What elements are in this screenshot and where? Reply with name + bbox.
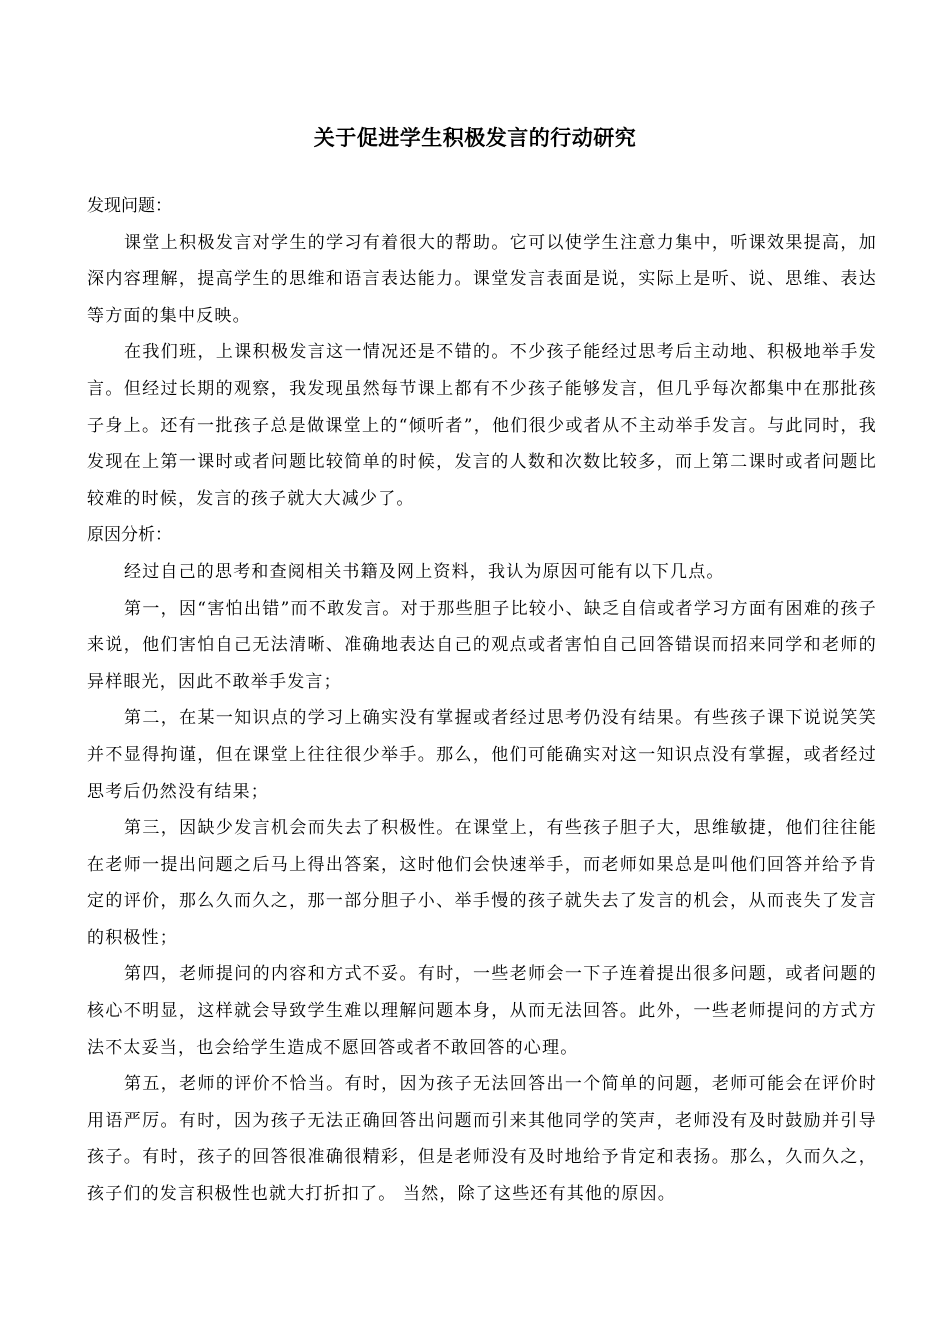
paragraph: 第一，因“害怕出错”而不敢发言。对于那些胆子比较小、缺乏自信或者学习方面有困难的孩子来说，他们害怕自己无法清晰、准确地表达自己的观点或者害怕自己回答错误而招来同学和老师的异样眼光，因此不敢举手发言； xyxy=(87,598,877,692)
paragraph: 第四，老师提问的内容和方式不妥。有时，一些老师会一下子连着提出很多问题，或者问题的核心不明显，这样就会导致学生难以理解问题本身，从而无法回答。此外，一些老师提问的方式方法不太妥当，也会给学生造成不愿回答或者不敢回答的心理。 xyxy=(87,964,877,1058)
paragraph: 第三，因缺少发言机会而失去了积极性。在课堂上，有些孩子胆子大，思维敏捷，他们往往能在老师一提出问题之后马上得出答案，这时他们会快速举手，而老师如果总是叫他们回答并给予肯定的评价，那么久而久之，那一部分胆子小、举手慢的孩子就失去了发言的机会，从而丧失了发言的积极性； xyxy=(87,818,877,948)
paragraph: 第二，在某一知识点的学习上确实没有掌握或者经过思考仍没有结果。有些孩子课下说说笑笑并不显得拘谨，但在课堂上往往很少举手。那么，他们可能确实对这一知识点没有掌握，或者经过思考后仍然没有结果； xyxy=(87,708,877,802)
paragraph: 在我们班，上课积极发言这一情况还是不错的。不少孩子能经过思考后主动地、积极地举手发言。但经过长期的观察，我发现虽然每节课上都有不少孩子能够发言，但几乎每次都集中在那批孩子身上。还有一批孩子总是做课堂上的“倾听者”，他们很少或者从不主动举手发言。与此同时，我发现在上第一课时或者问题比较简单的时候，发言的人数和次数比较多，而上第二课时或者问题比较难的时候，发言的孩子就大大减少了。 xyxy=(87,342,877,509)
section-heading-analysis: 原因分析： xyxy=(87,525,172,546)
document-body xyxy=(87,188,877,1213)
section-problem xyxy=(87,188,877,517)
section-analysis xyxy=(87,517,877,1212)
paragraph: 第五，老师的评价不恰当。有时，因为孩子无法回答出一个简单的问题，老师可能会在评价时用语严厉。有时，因为孩子无法正确回答出问题而引来其他同学的笑声，老师没有及时鼓励并引导孩子。有时，孩子的回答很准确很精彩，但是老师没有及时地给予肯定和表扬。那么，久而久之，孩子们的发言积极性也就大打折扣了。 当然，除了这些还有其他的原因。 xyxy=(87,1074,877,1205)
paragraph: 经过自己的思考和查阅相关书籍及网上资料，我认为原因可能有以下几点。 xyxy=(124,561,725,582)
paragraph: 课堂上积极发言对学生的学习有着很大的帮助。它可以使学生注意力集中，听课效果提高，加深内容理解，提高学生的思维和语言表达能力。课堂发言表面是说，实际上是听、说、思维、表达等方面的集中反映。 xyxy=(87,232,877,326)
section-heading-problem: 发现问题： xyxy=(87,196,172,216)
document-title: 关于促进学生积极发言的行动研究 xyxy=(313,126,637,150)
